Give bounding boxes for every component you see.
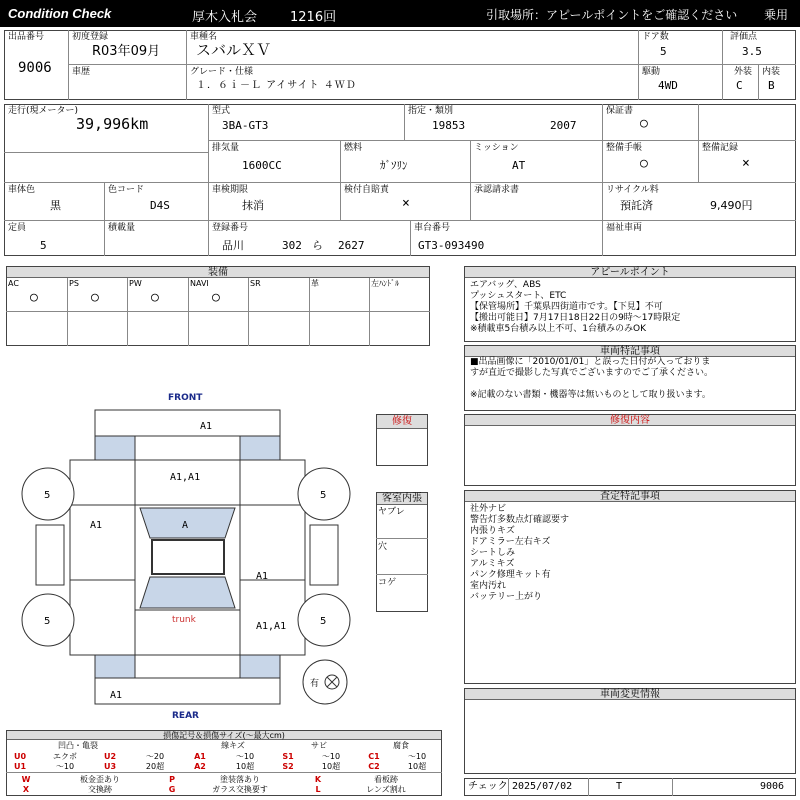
- displacement-value: 1600CC: [242, 159, 282, 172]
- mission-value: AT: [512, 159, 526, 172]
- equipment-value: ○: [151, 290, 159, 305]
- legend-code: U2: [103, 752, 117, 761]
- tire-right-rear: 5: [320, 616, 327, 627]
- assessment-note-line: 内張りキズ: [470, 526, 515, 536]
- legend-desc: ～20: [145, 752, 165, 761]
- legend-code: S2: [282, 762, 294, 771]
- vehicle-damage-diagram: [0, 380, 440, 725]
- registration-class: 302: [282, 239, 302, 252]
- rear-label: REAR: [172, 711, 199, 721]
- appeal-points-title: アピールポイント: [465, 267, 795, 278]
- assessment-note-line: ドアミラー左右キズ: [470, 537, 551, 547]
- assessment-note-line: シートしみ: [470, 548, 516, 558]
- score-value: 3.5: [742, 45, 762, 58]
- vehicle-change-info-title: 車両変更情報: [465, 689, 795, 700]
- mileage-value: 39,996km: [76, 115, 149, 133]
- body-color-value: 黒: [50, 199, 61, 212]
- fuel-value: ｶﾞｿﾘﾝ: [380, 159, 408, 172]
- fuel-label: 燃料: [344, 143, 363, 153]
- interior-label: 内装: [762, 67, 781, 77]
- exterior-grade: C: [736, 79, 743, 92]
- legend-code: A1: [194, 752, 206, 761]
- first-registration-label: 初度登録: [72, 32, 109, 42]
- welfare-vehicle-label: 福祉車両: [606, 223, 643, 233]
- legend-divider: [6, 772, 442, 773]
- first-registration: R03年09月: [92, 44, 161, 59]
- equipment-divider: [309, 278, 310, 346]
- checker-initial: T: [616, 781, 623, 792]
- legend-desc: ガラス交換要す: [212, 785, 268, 794]
- exterior-label: 外装: [734, 67, 753, 77]
- legend-code: W: [21, 775, 31, 784]
- equipment-divider: [127, 278, 128, 346]
- model-name: スバルＸＶ: [196, 41, 272, 59]
- legend-code: K: [314, 775, 322, 784]
- cabin-tear-label: ヤブレ: [378, 507, 405, 517]
- equipment-label: AC: [8, 279, 19, 288]
- category-badge: 乗用: [764, 8, 789, 22]
- tire-left-front: 5: [44, 490, 51, 501]
- equipment-divider: [369, 278, 370, 346]
- liability-label: 検付自賠責: [344, 185, 390, 195]
- legend-desc: レンズ割れ: [366, 785, 406, 794]
- warranty-label: 保証書: [606, 106, 634, 116]
- mark-right-rear-door: A1: [256, 571, 269, 582]
- mark-roof: A: [182, 520, 189, 531]
- maintenance-record-value: ×: [742, 156, 750, 171]
- legend-code: C2: [368, 762, 380, 771]
- equipment-label: PS: [69, 279, 79, 288]
- tire-left-rear: 5: [44, 616, 51, 627]
- assessment-note-line: 室内汚れ: [470, 581, 507, 591]
- front-label: FRONT: [168, 393, 203, 403]
- legend-group-title: 線キズ: [221, 741, 245, 750]
- designation-label: 指定・類別: [408, 106, 454, 116]
- mileage-label: 走行(現メーター): [8, 106, 79, 116]
- check-label: チェック: [468, 781, 508, 792]
- appeal-line: プッシュスタート、ETC: [470, 291, 567, 301]
- legend-code: A2: [194, 762, 206, 771]
- capacity-value: 5: [40, 239, 47, 252]
- legend-group-title: 腐食: [393, 741, 409, 750]
- interior-grade: B: [768, 79, 775, 92]
- legend-code: X: [22, 785, 30, 794]
- color-code-value: D4S: [150, 199, 170, 212]
- legend-code: U0: [13, 752, 27, 761]
- drive-value: 4WD: [658, 79, 678, 92]
- repair-title: 修復: [377, 415, 427, 429]
- equipment-divider: [188, 278, 189, 346]
- maintenance-book-value: ○: [640, 156, 648, 171]
- legend-code: C1: [368, 752, 380, 761]
- history-label: 車歴: [72, 67, 91, 77]
- special-note-line: ※記載のない書類・機器等は無いものとして取り扱います。: [470, 390, 711, 400]
- mark-hood: A1,A1: [170, 472, 201, 483]
- displacement-label: 排気量: [212, 143, 240, 153]
- recycle-fee: 9,490円: [710, 199, 753, 212]
- mark-front-bumper: A1: [200, 421, 213, 432]
- mark-left-front-door: A1: [90, 520, 103, 531]
- legend-title: 損傷記号＆損傷サイズ(～最大cm): [7, 731, 441, 740]
- mission-label: ミッション: [474, 143, 519, 153]
- special-note-line: すが直近で撮影した写真でございますのでご了承ください。: [470, 368, 714, 378]
- lot-number: 9006: [18, 60, 52, 76]
- auction-name: 厚木入札会: [192, 10, 258, 25]
- appeal-line: 【保管場所】千葉県四街道市です。【下見】不可: [470, 302, 663, 312]
- tire-right-front: 5: [320, 490, 327, 501]
- legend-code: G: [168, 785, 176, 794]
- grade-value: １．６ｉ－Ｌ アイサイト ４ＷＤ: [196, 80, 357, 91]
- type-value: 3BA-GT3: [222, 119, 269, 132]
- check-date: 2025/07/02: [512, 781, 573, 792]
- legend-code: L: [315, 785, 321, 794]
- legend-desc: ～10: [321, 752, 341, 761]
- legend-code: U3: [103, 762, 117, 771]
- legend-desc: 20超: [145, 762, 165, 771]
- type-label: 型式: [212, 106, 231, 116]
- equipment-value: ○: [30, 290, 38, 305]
- equipment-divider: [248, 278, 249, 346]
- brand-text: Condition Check: [8, 6, 112, 21]
- assessment-note-line: アルミキズ: [470, 559, 515, 569]
- assessment-notes-title: 査定特記事項: [465, 491, 795, 502]
- appeal-line: 【搬出可能日】7月17日18日22日の9時～17時限定: [470, 313, 681, 323]
- equipment-label: 左ﾊﾝﾄﾞﾙ: [371, 279, 399, 288]
- color-code-label: 色コード: [108, 185, 145, 195]
- chassis-number: GT3-093490: [418, 239, 485, 252]
- footer-lot-number: 9006: [760, 781, 785, 792]
- legend-desc: 塗装落あり: [220, 775, 260, 784]
- legend-desc: ～10: [407, 752, 427, 761]
- doors-value: 5: [660, 45, 667, 58]
- pickup-notice: 引取場所：アピールポイントをご確認ください: [486, 8, 738, 22]
- legend-desc: 10超: [321, 762, 341, 771]
- equipment-divider: [67, 278, 68, 346]
- inspection-expiry-value: 抹消: [242, 199, 264, 212]
- designation-value: 19853: [432, 119, 466, 132]
- equipment-table: [6, 266, 430, 346]
- capacity-label: 定員: [8, 223, 27, 233]
- legend-desc: エクボ: [53, 752, 77, 761]
- lot-number-label: 出品番号: [8, 32, 45, 42]
- cabin-hole-label: 穴: [378, 542, 388, 552]
- chassis-number-label: 車台番号: [414, 223, 451, 233]
- drive-label: 駆動: [642, 67, 661, 77]
- legend-desc: 交換跡: [88, 785, 112, 794]
- auction-round: 1216回: [290, 10, 337, 25]
- registration-number-label: 登録番号: [212, 223, 249, 233]
- assessment-note-line: パンク修理キット有: [470, 570, 551, 580]
- appeal-line: エアバッグ、ABS: [470, 280, 541, 290]
- legend-desc: 10超: [235, 762, 255, 771]
- legend-desc: 看板跡: [374, 775, 398, 784]
- mark-right-rear-fender: A1,A1: [256, 621, 287, 632]
- assessment-note-line: 社外ナビ: [470, 504, 507, 514]
- legend-code: P: [169, 775, 175, 784]
- equipment-value: ○: [212, 290, 220, 305]
- repair-content-title: 修復内容: [465, 415, 795, 426]
- assessment-note-line: 警告灯多数点灯確認要す: [470, 515, 570, 525]
- mark-rear-bumper: A1: [110, 690, 123, 701]
- legend-group-title: サビ: [311, 741, 327, 750]
- maintenance-record-label: 整備記録: [702, 143, 739, 153]
- registration-area: 品川: [222, 239, 244, 252]
- warranty-value: ○: [640, 116, 648, 131]
- model-label: 車種名: [190, 32, 218, 42]
- special-note-line: ■出品画像に「2010/01/01」と誤った日付が入っておりま: [470, 357, 711, 367]
- legend-desc: 10超: [407, 762, 427, 771]
- cabin-interior-title: 客室内張: [377, 493, 427, 505]
- legend-desc: ～10: [235, 752, 255, 761]
- legend-group-title: 凹凸・亀裂: [58, 741, 98, 750]
- approval-label: 承認請求書: [474, 185, 520, 195]
- appeal-line: ※積載車5台積み以上不可、1台積みのみOK: [470, 324, 646, 334]
- vehicle-special-notes-title: 車両特記事項: [465, 346, 795, 357]
- recycle-label: リサイクル料: [606, 185, 659, 195]
- registration-kana: ら: [312, 239, 323, 252]
- maintenance-book-label: 整備手帳: [606, 143, 643, 153]
- header-bar: [0, 0, 800, 27]
- assessment-note-line: バッテリー上がり: [470, 592, 543, 602]
- vehicle-change-info-box: [464, 688, 796, 774]
- class-value: 2007: [550, 119, 577, 132]
- cabin-burn-label: コゲ: [378, 578, 397, 588]
- body-color-label: 車体色: [8, 185, 36, 195]
- equipment-label: 革: [311, 279, 319, 288]
- equipment-label: PW: [129, 279, 142, 288]
- trunk-label: trunk: [172, 615, 196, 625]
- equipment-value: ○: [91, 290, 99, 305]
- legend-desc: 板金歪あり: [80, 775, 120, 784]
- legend-code: S1: [282, 752, 294, 761]
- equipment-title: 装備: [7, 267, 429, 278]
- doors-label: ドア数: [642, 32, 669, 42]
- grade-label: グレード・仕様: [190, 67, 254, 77]
- score-label: 評価点: [730, 32, 758, 42]
- equipment-label: SR: [250, 279, 261, 288]
- legend-desc: ～10: [55, 762, 75, 771]
- recycle-status: 預託済: [620, 199, 653, 212]
- legend-code: U1: [13, 762, 27, 771]
- load-capacity-label: 積載量: [108, 223, 136, 233]
- liability-value: ×: [402, 196, 410, 211]
- equipment-label: NAVI: [190, 279, 209, 288]
- spare-tire-label: 有: [310, 679, 320, 689]
- inspection-expiry-label: 車検期限: [212, 185, 249, 195]
- registration-num: 2627: [338, 239, 365, 252]
